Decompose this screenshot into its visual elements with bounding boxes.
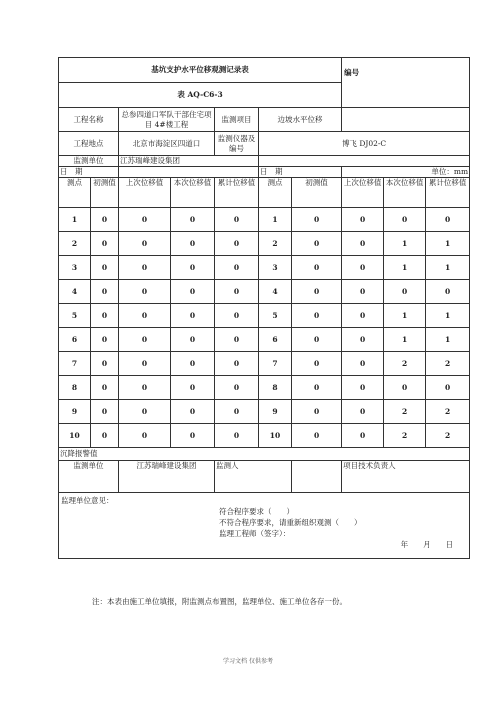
cell-last-2: 0 — [342, 352, 384, 376]
cell-current-2: 0 — [384, 376, 426, 400]
cell-cumulative-2: 1 — [426, 328, 470, 352]
form-code: 表 AQ-C6-3 — [59, 83, 342, 108]
monitor-unit-value: 江苏瑞峰建设集团 — [119, 156, 259, 167]
cell-initial-2: 0 — [292, 328, 342, 352]
col-header-last-2: 上次位移值 — [342, 178, 384, 208]
cell-point-1: 4 — [59, 280, 91, 304]
supervisor-engineer-signature: 监理工程师（签字）： — [219, 529, 291, 538]
cell-point-1: 7 — [59, 352, 91, 376]
cell-cumulative-1: 0 — [215, 232, 259, 256]
cell-current-1: 0 — [171, 400, 215, 424]
table-row — [59, 280, 470, 304]
cell-last-1: 0 — [119, 256, 171, 280]
cell-current-1: 0 — [171, 352, 215, 376]
cell-last-2: 0 — [342, 232, 384, 256]
cell-initial-2: 0 — [292, 256, 342, 280]
cell-point-2: 10 — [259, 424, 292, 448]
cell-initial-2: 0 — [292, 280, 342, 304]
cell-cumulative-1: 0 — [215, 328, 259, 352]
cell-last-2: 0 — [342, 328, 384, 352]
cell-point-1: 9 — [59, 400, 91, 424]
cell-last-2: 0 — [342, 424, 384, 448]
cell-cumulative-2: 2 — [426, 352, 470, 376]
cell-point-2: 1 — [259, 208, 292, 232]
table-row — [59, 232, 470, 256]
cell-cumulative-2: 1 — [426, 256, 470, 280]
cell-cumulative-1: 0 — [215, 424, 259, 448]
table-row — [59, 376, 470, 400]
table-row — [59, 256, 470, 280]
cell-point-1: 10 — [59, 424, 91, 448]
cell-current-2: 2 — [384, 424, 426, 448]
cell-point-1: 5 — [59, 304, 91, 328]
cell-initial-1: 0 — [91, 328, 119, 352]
location-label: 工程地点 — [59, 132, 119, 156]
cell-last-1: 0 — [119, 304, 171, 328]
date-label-right: 日 期 — [259, 167, 342, 178]
form-title: 基坑支护水平位移观测记录表 — [59, 58, 342, 83]
cell-point-2: 6 — [259, 328, 292, 352]
cell-initial-1: 0 — [91, 280, 119, 304]
col-header-current-2: 本次位移值 — [384, 178, 426, 208]
cell-current-1: 0 — [171, 304, 215, 328]
col-header-last-1: 上次位移值 — [119, 178, 171, 208]
monitoring-record-table — [58, 57, 470, 559]
monitor-item-blank — [342, 108, 470, 132]
table-row — [59, 400, 470, 424]
number-label: 编号 — [342, 58, 470, 108]
table-row — [59, 328, 470, 352]
cell-point-2: 3 — [259, 256, 292, 280]
cell-cumulative-1: 0 — [215, 208, 259, 232]
sign-monitor-person-blank — [292, 461, 342, 493]
cell-initial-1: 0 — [91, 400, 119, 424]
cell-initial-2: 0 — [292, 376, 342, 400]
cell-point-2: 2 — [259, 232, 292, 256]
cell-cumulative-2: 1 — [426, 232, 470, 256]
sign-tech-lead-label: 项目技术负责人 — [342, 461, 470, 493]
cell-point-1: 6 — [59, 328, 91, 352]
cell-last-1: 0 — [119, 328, 171, 352]
cell-cumulative-2: 0 — [426, 280, 470, 304]
cell-initial-1: 0 — [91, 352, 119, 376]
cell-current-2: 1 — [384, 304, 426, 328]
cell-last-1: 0 — [119, 208, 171, 232]
table-row — [59, 304, 470, 328]
cell-last-2: 0 — [342, 304, 384, 328]
col-header-current-1: 本次位移值 — [171, 178, 215, 208]
cell-cumulative-1: 0 — [215, 256, 259, 280]
cell-current-2: 1 — [384, 256, 426, 280]
cell-initial-2: 0 — [292, 232, 342, 256]
cell-current-1: 0 — [171, 208, 215, 232]
cell-point-1: 8 — [59, 376, 91, 400]
cell-cumulative-2: 2 — [426, 400, 470, 424]
date-label-left: 日 期 — [59, 167, 119, 178]
supervisor-option-noncompliant: 不符合程序要求，请重新组织观测（ ） — [219, 518, 362, 527]
cell-cumulative-1: 0 — [215, 280, 259, 304]
cell-last-1: 0 — [119, 232, 171, 256]
location-value: 北京市海淀区四道口 — [119, 132, 215, 156]
cell-current-2: 2 — [384, 352, 426, 376]
monitor-item-value: 边坡水平位移 — [259, 108, 342, 132]
cell-point-2: 7 — [259, 352, 292, 376]
table-row — [59, 424, 470, 448]
monitor-unit-label: 监测单位 — [59, 156, 119, 167]
cell-cumulative-2: 2 — [426, 424, 470, 448]
cell-cumulative-2: 0 — [426, 376, 470, 400]
date-left-blank — [119, 167, 259, 178]
table-row — [59, 208, 470, 232]
cell-current-2: 0 — [384, 280, 426, 304]
cell-cumulative-1: 0 — [215, 304, 259, 328]
cell-point-2: 8 — [259, 376, 292, 400]
col-header-initial-1: 初测值 — [91, 178, 119, 208]
cell-initial-2: 0 — [292, 208, 342, 232]
form-note: 注：本表由施工单位填报，附监测点布置图，监理单位、施工单位各存一份。 — [92, 597, 347, 606]
cell-cumulative-1: 0 — [215, 376, 259, 400]
instrument-value: 博飞 DJ02-C — [259, 132, 470, 156]
cell-last-2: 0 — [342, 208, 384, 232]
sign-monitor-unit-label: 监测单位 — [59, 461, 119, 493]
col-header-cumulative-2: 累计位移值 — [426, 178, 470, 208]
column-header-row — [59, 178, 470, 208]
cell-point-2: 5 — [259, 304, 292, 328]
cell-current-2: 1 — [384, 232, 426, 256]
cell-current-1: 0 — [171, 376, 215, 400]
supervisor-opinion-cell — [59, 493, 470, 559]
monitor-item-label: 监测项目 — [215, 108, 259, 132]
cell-initial-1: 0 — [91, 376, 119, 400]
cell-last-1: 0 — [119, 376, 171, 400]
supervisor-date: 年 月 日 — [400, 540, 454, 549]
settlement-alarm-label: 沉降报警值 — [59, 448, 470, 461]
cell-last-2: 0 — [342, 376, 384, 400]
cell-last-1: 0 — [119, 280, 171, 304]
cell-cumulative-2: 0 — [426, 208, 470, 232]
col-header-initial-2: 初测值 — [292, 178, 342, 208]
data-rows — [59, 208, 470, 448]
cell-initial-1: 0 — [91, 232, 119, 256]
cell-cumulative-1: 0 — [215, 400, 259, 424]
project-name-label: 工程名称 — [59, 108, 119, 132]
cell-point-2: 9 — [259, 400, 292, 424]
col-header-point-2: 测点 — [259, 178, 292, 208]
cell-initial-1: 0 — [91, 256, 119, 280]
project-name-value: 总参四道口军队干部住宅项目 4#楼工程 — [119, 108, 215, 132]
cell-point-2: 4 — [259, 280, 292, 304]
supervisor-option-compliant: 符合程序要求（ ） — [219, 507, 294, 516]
cell-initial-2: 0 — [292, 304, 342, 328]
cell-point-1: 2 — [59, 232, 91, 256]
cell-point-1: 1 — [59, 208, 91, 232]
instrument-label: 监测仪器及编号 — [215, 132, 259, 156]
unit-mm-label: 单位：mm — [342, 167, 470, 178]
cell-last-2: 0 — [342, 280, 384, 304]
cell-current-1: 0 — [171, 328, 215, 352]
cell-point-1: 3 — [59, 256, 91, 280]
cell-current-2: 0 — [384, 208, 426, 232]
sign-monitor-unit-value: 江苏瑞峰建设集团 — [119, 461, 215, 493]
col-header-point-1: 测点 — [59, 178, 91, 208]
sign-monitor-person-label: 监测人 — [215, 461, 292, 493]
cell-initial-2: 0 — [292, 352, 342, 376]
col-header-cumulative-1: 累计位移值 — [215, 178, 259, 208]
cell-initial-1: 0 — [91, 304, 119, 328]
cell-last-1: 0 — [119, 424, 171, 448]
supervisor-opinion-label: 监理单位意见： — [61, 496, 114, 505]
table-row — [59, 352, 470, 376]
cell-current-2: 1 — [384, 328, 426, 352]
cell-last-1: 0 — [119, 400, 171, 424]
cell-initial-1: 0 — [91, 424, 119, 448]
cell-initial-2: 0 — [292, 424, 342, 448]
cell-current-1: 0 — [171, 280, 215, 304]
cell-current-1: 0 — [171, 256, 215, 280]
cell-cumulative-1: 0 — [215, 352, 259, 376]
cell-cumulative-2: 1 — [426, 304, 470, 328]
cell-current-1: 0 — [171, 232, 215, 256]
cell-last-2: 0 — [342, 400, 384, 424]
cell-initial-1: 0 — [91, 208, 119, 232]
monitor-unit-blank — [259, 156, 470, 167]
cell-last-1: 0 — [119, 352, 171, 376]
cell-current-1: 0 — [171, 424, 215, 448]
cell-initial-2: 0 — [292, 400, 342, 424]
page-footer: 学习文档 仅供参考 — [223, 658, 273, 665]
cell-current-2: 2 — [384, 400, 426, 424]
cell-last-2: 0 — [342, 256, 384, 280]
